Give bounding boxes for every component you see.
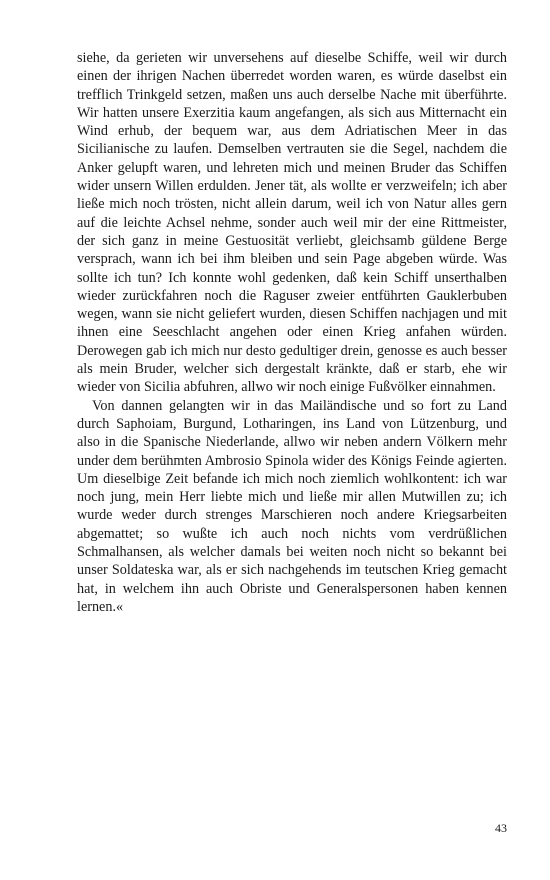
page-number: 43	[495, 821, 507, 835]
body-text	[77, 49, 507, 616]
paragraph: siehe, da gerieten wir unversehens auf dieselbe Schiffe, weil wir durch einen der ihrigen Nachen überredet worden waren, es würde daselbst ein trefflich Trinkgeld setzen, maßen uns auch derselbe Nache mit überführte. Wir hatten unsere Exerzitia kaum angefangen, als sich aus Mitternacht ein Wind erhub, der bequem war, aus dem Adriatischen Meer in das Sicilianische zu laufen. Demselben vertrauten sie die Segel, nachdem die Anker gelupft waren, und lehreten mich und meinen Bruder das Schiffen wider unsern Willen erdulden. Jener tät, als wollte er verzweifeln; ich aber ließe mich noch trösten, nicht allein darum, weil ich von Natur alles gern auf die leichte Achsel nehme, sonder auch weil mir der eine Rittmeister, der sich ganz in meine Gestuosität verliebt, gleichsamb güldene Berge versprach, wann ich bei ihm bleiben und sein Page abgeben würde. Was sollte ich tun? Ich konnte wohl gedenken, daß kein Schiff unserthalben wieder zurückfahren noch die Raguser zweier entführten Gauklerbuben wegen, wann sie nicht geliefert wurden, diesen Schiffen nachjagen und mit ihnen eine Seeschlacht angehen oder einen Krieg anfahen würden. Derowegen gab ich mich nur desto gedultiger drein, genosse es auch besser als mein Bruder, welcher sich dergestalt kränkte, daß er starb, ehe wir wieder von Sicilia abfuhren, allwo wir noch einige Fußvölker einnahmen.	[77, 50, 507, 396]
paragraph: Von dannen gelangten wir in das Mailändische und so fort zu Land durch Saphoiam, Burgund, Lotharingen, ins Land von Lützenburg, und also in die Spanische Niederlande, allwo wir neben andern Völkern mehr under dem berühmten Ambrosio Spinola wider des Königs Feinde agierten. Um dieselbige Zeit befande ich mich noch ziemlich wohlkontent: ich war noch jung, mein Herr liebte mich und ließe mir allen Mutwillen zu; ich wurde weder durch strenges Marschieren noch andere Kriegsarbeiten abgemattet; so wußte ich auch noch nichts vom verdrüßlichen Schmalhansen, als welcher damals bei weiten noch nicht so bekannt bei unser Soldateska war, als er sich nachgehends im teutschen Krieg gemacht hat, in welchem ihn auch Obriste und Generalspersonen haben kennen lernen.«	[77, 397, 507, 615]
